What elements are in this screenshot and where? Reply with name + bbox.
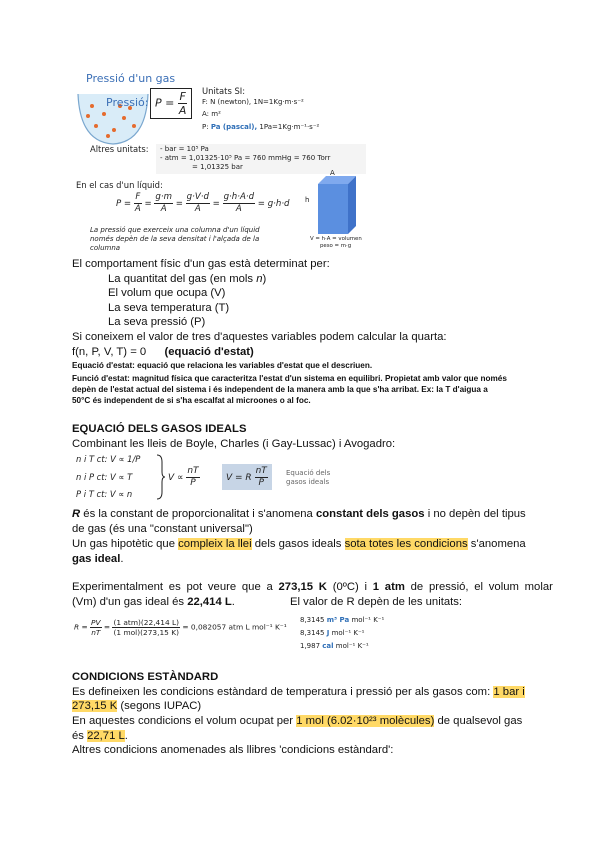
exp-1d: 1 atm	[372, 581, 405, 593]
si-p-prefix: P:	[202, 123, 209, 131]
std-4a: és	[72, 729, 88, 742]
pressure-formula-box	[150, 88, 192, 119]
r-u3: cal	[322, 642, 334, 650]
pressure-label: Pressió:	[106, 96, 149, 109]
intro-item-1	[108, 272, 266, 287]
column-h: h	[305, 196, 310, 204]
si-p-unit: Pa (pascal),	[210, 123, 258, 131]
other-atm-bar: = 1,01325 bar	[192, 163, 243, 171]
exp-2a: (Vm) d'un gas ideal és	[72, 596, 188, 608]
other-bar: - bar = 10⁵ Pa	[160, 145, 209, 153]
gas-end: .	[120, 552, 124, 565]
r-bold: constant dels gasos	[315, 508, 425, 520]
gas-laws-figure	[72, 452, 352, 504]
exp-2c: .	[231, 596, 235, 608]
r-den: (1 mol)(273,15 K)	[113, 628, 179, 637]
laws-brace	[156, 454, 166, 500]
intro-line-2: Si coneixem el valor de tres d'aquestes variables podem calcular la quarta:	[72, 331, 447, 343]
std-3a: En aquestes condicions el volum ocupat per	[72, 715, 297, 727]
r-value-2	[300, 629, 364, 638]
r-v2: 8,3145	[300, 629, 325, 637]
other-units-title: Altres unitats:	[90, 144, 149, 154]
eq-num: nT	[255, 466, 267, 476]
figure-title: Pressió d'un gas	[86, 72, 176, 85]
std-2-highlight: 273,15 K	[72, 700, 118, 712]
gas-text-3: s'anomena	[467, 538, 526, 550]
gas-highlight-1: compleix la llei	[178, 538, 252, 550]
standard-line-2	[72, 699, 201, 714]
formula-den: A	[178, 104, 187, 117]
std-2b: (segons IUPAC)	[117, 700, 202, 712]
definition-state-function-2: depèn de l'estat actual del sistema i és independent de la manera amb la que s'ha arribat. Ex: la T d'aigua a	[72, 385, 488, 394]
intro-item-2: El volum que ocupa (V)	[108, 287, 226, 299]
std-3b: de qualsevol gas	[434, 715, 523, 727]
si-force: F: N (newton), 1N=1Kg·m·s⁻²	[202, 98, 304, 106]
std-1a: Es defineixen les condicions estàndard de temperatura i pressió per als gasos com:	[72, 685, 494, 698]
si-area: A: m²	[202, 110, 221, 118]
column-caption-2: peso = m·g	[320, 243, 352, 249]
gas-highlight-2: sota totes les condicions	[344, 538, 468, 550]
force-area-fraction	[178, 90, 188, 117]
prop-num: nT	[187, 466, 199, 476]
eq-label-2: gasos ideals	[286, 478, 330, 486]
r-u2: J	[326, 629, 330, 637]
proportionality	[168, 466, 200, 489]
std-4-highlight: 22,71 L	[87, 729, 125, 742]
gas-text-1: Un gas hipotètic que	[72, 538, 179, 550]
exp-1c: (0ºC) i	[326, 581, 373, 593]
definition-state-function-3: 50°C és independent de si s'ha escalfat al microones o al foc.	[72, 396, 311, 405]
formula-lhs: P =	[155, 96, 175, 110]
eq-label-1: Equació dels	[286, 469, 331, 477]
ideal-gas-definition-1	[72, 537, 526, 552]
intro-line-1: El comportament físic d'un gas està determinat per:	[72, 258, 330, 270]
r-v1: 8,3145	[300, 616, 325, 624]
ideal-gas-line-1: Combinant les lleis de Boyle, Charles (i Gay-Lussac) i Avogadro:	[72, 438, 396, 450]
state-equation	[72, 345, 254, 360]
state-eq-formula: f(n, P, V, T) = 0	[72, 346, 147, 358]
r-pv: PV	[91, 618, 101, 627]
intro-item-3: La seva temperatura (T)	[108, 301, 230, 314]
exp-1e: de pressió, el volum molar	[404, 581, 553, 593]
r-value-3	[300, 642, 369, 651]
prop-den: P	[190, 478, 196, 488]
exp-1a: Experimentalment es pot veure que a	[72, 581, 279, 593]
ideal-gas-definition-2	[72, 552, 124, 567]
r-value-1	[300, 616, 384, 625]
r-num: (1 atm)(22,414 L)	[113, 618, 180, 627]
intro-item-4: La seva pressió (P)	[108, 316, 206, 328]
r-s2: mol⁻¹ K⁻¹	[331, 629, 365, 637]
other-atm: - atm = 1,01325·10⁵ Pa = 760 mmHg = 760 Torr	[160, 154, 331, 162]
si-pressure	[202, 123, 319, 132]
law-avogadro: P i T ct: V ∝ n	[76, 489, 133, 499]
standard-line-3	[72, 714, 522, 729]
gas-ideal-bold: gas ideal	[72, 552, 121, 565]
r-s3: mol⁻¹ K⁻¹	[335, 642, 369, 650]
experimental-line-2	[72, 595, 235, 610]
liquid-formula: P = $\frac{F}{A}$ = $\frac{g\cdot m}{A}$ = $\frac{g\cdot V\cdot d}{A}$ = $\frac{g\cdot h\cdot A\cdot d}{A}$ = g·h·d	[116, 192, 290, 214]
r-constant-line-1	[72, 507, 526, 522]
column-a: A	[330, 169, 335, 177]
gas-pressure-figure	[72, 70, 372, 260]
experimental-line-1	[72, 580, 553, 595]
r-text-1: és la constant de proporcionalitat i s'anomena	[80, 508, 316, 520]
si-title: Unitats SI:	[202, 86, 246, 96]
standard-line-1	[72, 685, 525, 700]
intro-item-1-text: La quantitat del gas (en mols n)	[108, 272, 267, 285]
gas-text-2: dels gasos ideals	[251, 538, 345, 550]
r-formula-lhs: R =	[74, 622, 88, 632]
std-3-highlight: 1 mol (6.02·10²³ molècules)	[296, 715, 435, 727]
eq-lhs: V = R	[226, 473, 252, 483]
formula-num: F	[179, 90, 186, 103]
definition-state-function-1: Funció d'estat: magnitud física que caracteritza l'estat d'un sistema en equilibri. Propietat amb valor que només	[72, 374, 507, 383]
r-s1: mol⁻¹ K⁻¹	[351, 616, 385, 624]
r-v3: 1,987	[300, 642, 321, 650]
r-formula: R = $\frac{PV}{nT}$ = $\frac{\text{(1 atm)(22,414 L)}}{\text{(1 mol)(273,15 K)}}$ = 0,082057 atm L mol⁻¹ K⁻¹	[74, 618, 287, 637]
liquid-note-3: columna	[90, 244, 121, 252]
definition-state-equation: Equació d'estat: equació que relaciona les variables d'estat que el descriuen.	[72, 361, 373, 370]
liquid-title: En el cas d'un líquid:	[76, 180, 163, 190]
standard-conditions-heading: CONDICIONS ESTÀNDARD	[72, 671, 219, 683]
r-text-2: i no depèn del tipus	[424, 508, 526, 520]
r-u1: m³ Pa	[326, 616, 350, 624]
law-boyle: n i T ct: V ∝ 1/P	[76, 454, 141, 464]
experimental-line-2-right: El valor de R depèn de les unitats:	[290, 596, 463, 608]
r-result: = 0,082057 atm L mol⁻¹ K⁻¹	[182, 622, 287, 632]
r-nt: nT	[91, 628, 101, 637]
exp-2b: 22,414 L	[187, 596, 232, 608]
r-symbol: R	[72, 508, 81, 520]
std-4b: .	[124, 729, 128, 742]
ideal-gas-equation	[226, 466, 268, 489]
state-eq-name: (equació d'estat)	[164, 346, 254, 358]
column-caption-1: V = h·A = volumen	[310, 236, 362, 242]
r-constant-line-2: de gas (és una "constant universal")	[72, 522, 253, 535]
ideal-gas-heading: EQUACIÓ DELS GASOS IDEALS	[72, 423, 247, 435]
r-calculation-figure	[72, 612, 392, 656]
standard-line-4	[72, 729, 128, 744]
law-charles: n i P ct: V ∝ T	[76, 472, 133, 482]
std-1-highlight: 1 bar i	[493, 685, 525, 698]
liquid-column-illustration	[312, 174, 362, 236]
prop-lhs: V ∝	[168, 473, 184, 483]
si-p-suffix: 1Pa=1Kg·m⁻¹·s⁻²	[259, 123, 320, 131]
eq-den: P	[258, 478, 264, 488]
liquid-note-1: La pressió que exerceix una columna d'un líquid	[90, 226, 260, 234]
standard-line-5: Altres condicions anomenades als llibres 'condicions estàndard':	[72, 744, 394, 756]
liquid-note-2: només depèn de la seva densitat i l'alçada de la	[90, 235, 260, 243]
exp-1b: 273,15 K	[278, 581, 327, 593]
